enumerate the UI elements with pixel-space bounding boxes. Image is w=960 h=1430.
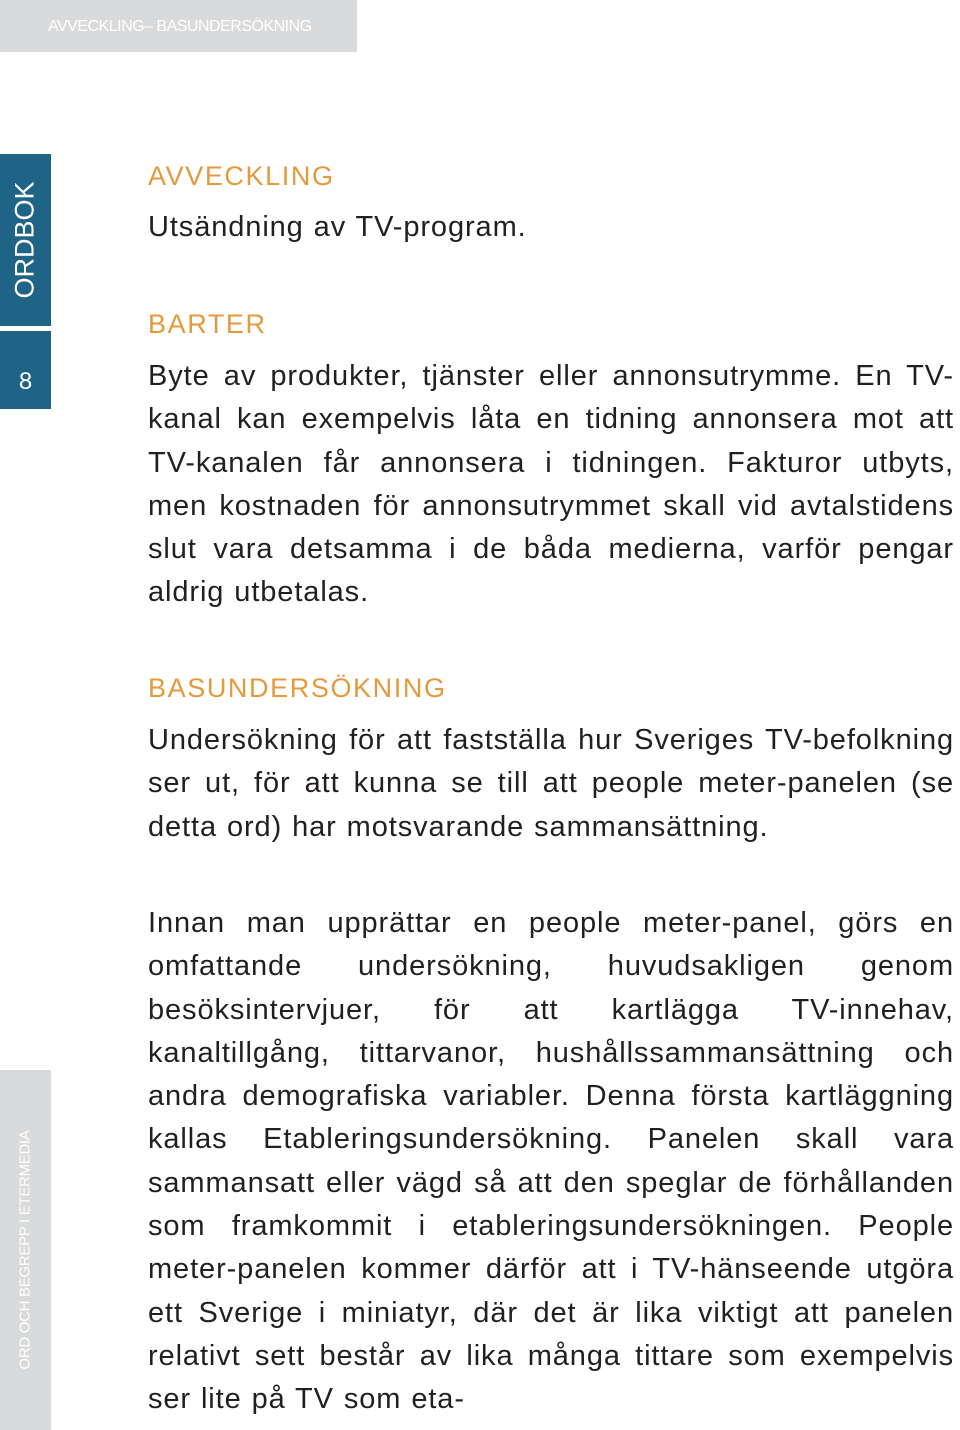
page-number: 8 xyxy=(18,368,33,395)
running-header-title: AVVECKLING– BASUNDERSÖKNING xyxy=(48,18,312,35)
entry-definition-basundersokning: Undersökning för att fastställa hur Sveriges TV-befolkning ser ut, för att kunna se till att people meter-panelen (se detta ord) har motsvarande sammansättning. xyxy=(148,724,954,843)
page-number-tab xyxy=(0,331,51,409)
entry-definition-basundersokning-continued: Innan man upprättar en people meter-panel, görs en omfattande undersökning, huvudsakligen genom besöksintervjuer, för att kartlägga TV-innehav, kanaltillgång, tittarvanor, hushållssammansättning och andra demografiska variabler. Denna första kartläggning kallas Etableringsundersökning. Panelen skall vara sammansatt eller vägd så att den speglar de förhållanden som framkommit i etableringsundersökningen. People meter-panelen kommer därför att i TV-hänseende utgöra ett Sverige i miniatyr, där det är lika viktigt att panelen relativt sett består av lika många tittare som exempelvis ser lite på TV som eta- xyxy=(148,907,954,1416)
entry-term-barter: BARTER xyxy=(148,309,267,339)
book-title-tab xyxy=(0,1070,51,1430)
entry-definition-avveckling: Utsändning av TV-program. xyxy=(148,211,527,243)
entry-definition-barter: Byte av produkter, tjänster eller annonsutrymme. En TV-kanal kan exempelvis låta en tidning annonsera mot att TV-kanalen får annonsera i tidningen. Fakturor utbyts, men kostnaden för annonsutrymmet skall vid avtalstidens slut vara detsamma i de båda medierna, varför pengar aldrig utbetalas. xyxy=(148,360,954,609)
entry-term-basundersokning: BASUNDERSÖKNING xyxy=(148,673,447,703)
book-title: ORD OCH BEGREPP I ETERMEDIA xyxy=(16,1130,34,1370)
running-header xyxy=(0,0,357,52)
section-tab-label: ORDBOK xyxy=(9,181,40,299)
section-tab xyxy=(0,154,51,326)
entry-term-avveckling: AVVECKLING xyxy=(148,161,335,191)
